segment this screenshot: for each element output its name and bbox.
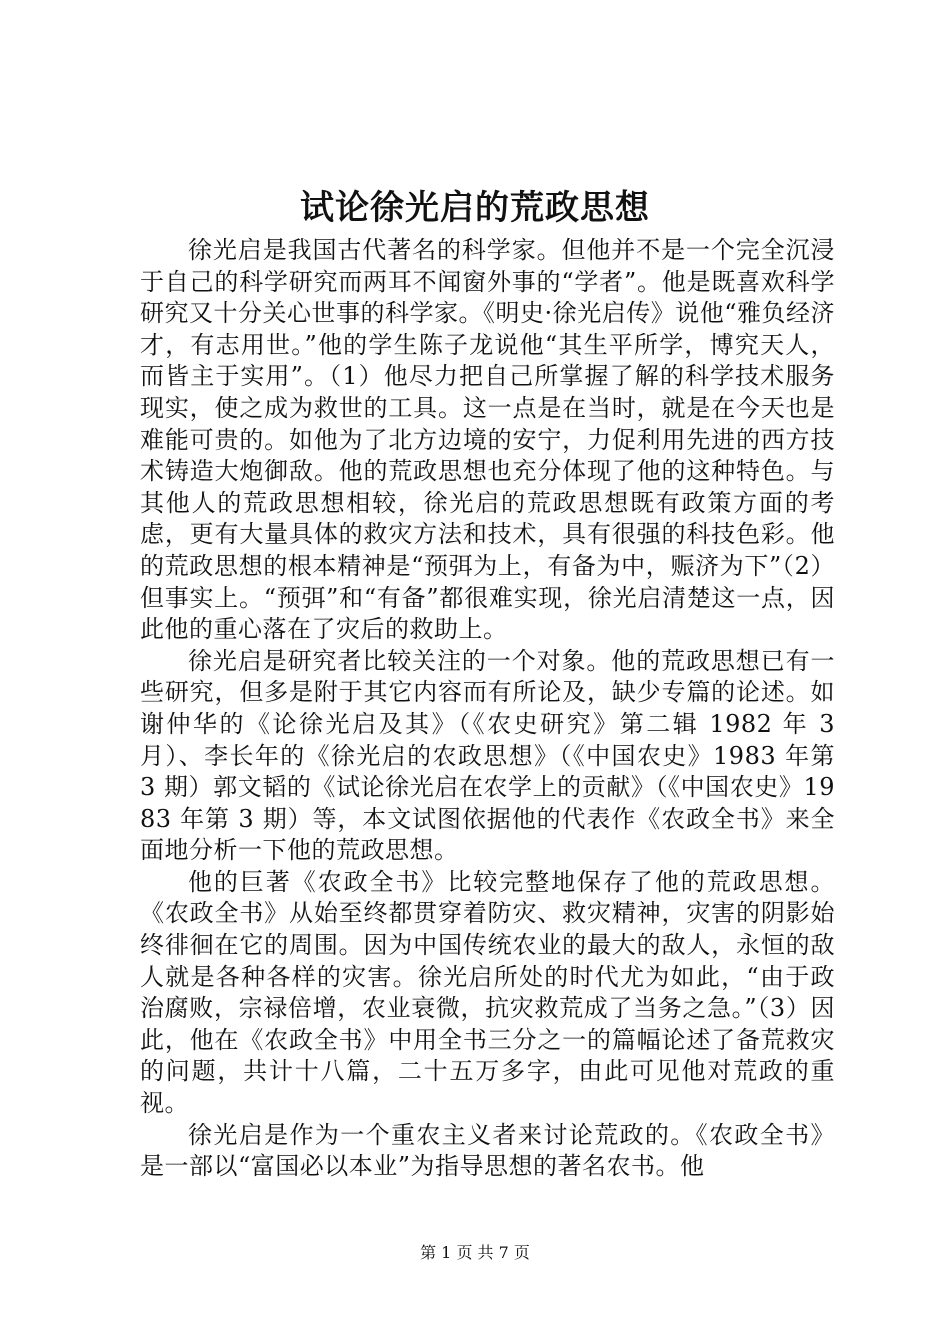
document-title: 试论徐光启的荒政思想 xyxy=(300,188,650,228)
page-footer: 第 1 页 共 7 页 xyxy=(420,1243,530,1262)
document-body xyxy=(140,235,835,1183)
paragraph-2: 徐光启是研究者比较关注的一个对象。他的荒政思想已有一些研究，但多是附于其它内容而有所论及，缺少专篇的论述。如谢仲华的《论徐光启及其》（《农史研究》第二辑 1982 年 3 月）、李长年的《徐光启的农政思想》（《中国农史》1983 年第 3 期）郭文韬的《试论徐光启在农学上的贡献》（《中国农史》1983 年第 3 期）等，本文试图依据他的代表作《农政全书》来全面地分析一下他的荒政思想。 xyxy=(140,646,835,865)
paragraph-4: 徐光启是作为一个重农主义者来讨论荒政的。《农政全书》是一部以“富国必以本业”为指导思想的著名农书。他 xyxy=(140,1120,835,1181)
paragraph-1: 徐光启是我国古代著名的科学家。但他并不是一个完全沉浸于自己的科学研究而两耳不闻窗外事的“学者”。他是既喜欢科学研究又十分关心世事的科学家。《明史·徐光启传》说他“雅负经济才，有志用世。”他的学生陈子龙说他“其生平所学，博究天人，而皆主于实用”。（1）他尽力把自己所掌握了解的科学技术服务现实，使之成为救世的工具。这一点是在当时，就是在今天也是难能可贵的。如他为了北方边境的安宁，力促利用先进的西方技术铸造大炮御敌。他的荒政思想也充分体现了他的这种特色。与其他人的荒政思想相较，徐光启的荒政思想既有政策方面的考虑，更有大量具体的救灾方法和技术，具有很强的科技色彩。他的荒政思想的根本精神是“预弭为上，有备为中，赈济为下”（2）但事实上。“预弭”和“有备”都很难实现，徐光启清楚这一点，因此他的重心落在了灾后的救助上。 xyxy=(140,236,835,644)
paragraph-3: 他的巨著《农政全书》比较完整地保存了他的荒政思想。《农政全书》从始至终都贯穿着防灾、救灾精神，灾害的阴影始终徘徊在它的周围。因为中国传统农业的最大的敌人，永恒的敌人就是各种各样的灾害。徐光启所处的时代尤为如此，“由于政治腐败，宗禄倍增，农业衰微，抗灾救荒成了当务之急。”（3）因此，他在《农政全书》中用全书三分之一的篇幅论述了备荒救灾的问题，共计十八篇，二十五万多字，由此可见他对荒政的重视。 xyxy=(140,867,835,1118)
